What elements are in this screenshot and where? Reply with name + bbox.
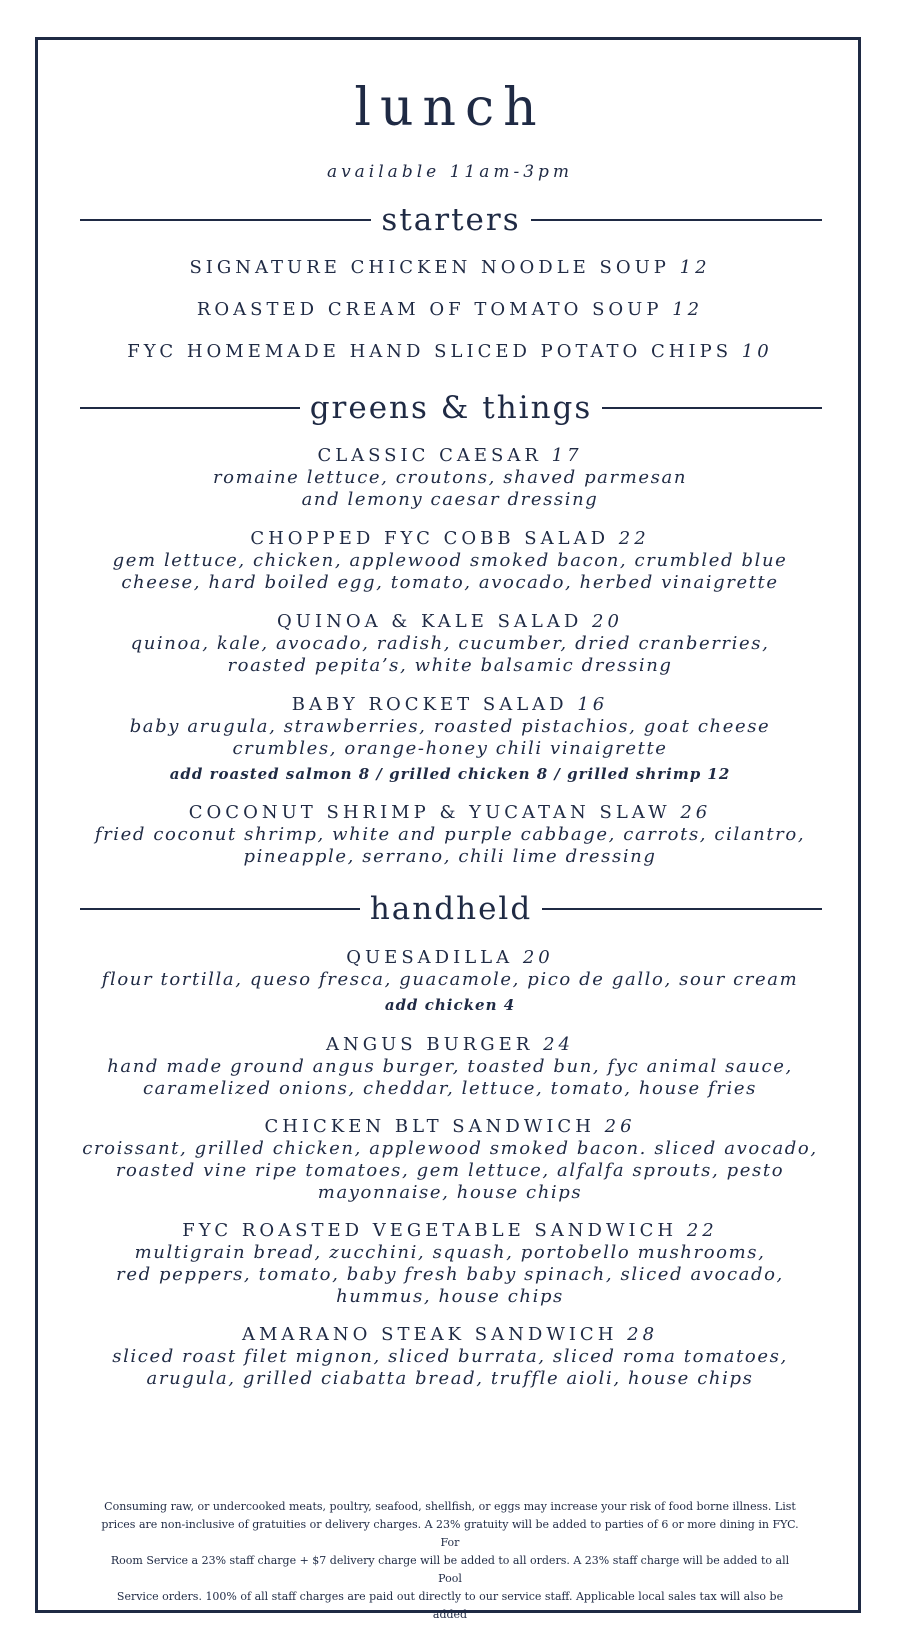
disclaimer-line: Consuming raw, or undercooked meats, poultry, seafood, shellfish, or eggs may increase your risk of food borne illness. List [104, 1500, 796, 1513]
availability-subtitle: available 11am-3pm [326, 162, 574, 182]
item-description: quinoa, kale, avocado, radish, cucumber, dried cranberries, [130, 633, 770, 654]
starter-item [0, 257, 900, 278]
item-name: COCONUT SHRIMP & YUCATAN SLAW [188, 802, 671, 823]
item-price: 16 [577, 694, 609, 715]
item-name: SIGNATURE CHICKEN NOODLE SOUP [189, 257, 670, 278]
divider [542, 908, 822, 910]
starter-item [0, 341, 900, 362]
disclaimer-line: Service orders. 100% of all staff charges are paid out directly to our service staff. Applicable local sales tax will also be added [116, 1590, 784, 1621]
item-description: red peppers, tomato, baby fresh baby spinach, sliced avocado, [116, 1264, 784, 1285]
menu-item [60, 1115, 840, 1204]
menu-item [60, 1033, 840, 1100]
section-title-greens: greens & things [309, 390, 593, 426]
menu-item [60, 610, 840, 677]
item-price: 17 [551, 445, 583, 466]
item-name: ROASTED CREAM OF TOMATO SOUP [196, 299, 663, 320]
menu-item [60, 527, 840, 594]
item-price: 28 [627, 1324, 659, 1345]
item-description: and lemony caesar dressing [301, 489, 599, 510]
menu-item [60, 444, 840, 511]
section-title-starters: starters [381, 202, 521, 238]
item-price: 22 [686, 1220, 718, 1241]
divider [80, 407, 300, 409]
disclaimer-line: prices are non-inclusive of gratuities or delivery charges. A 23% gratuity will be added to parties of 6 or more dining in FYC. For [101, 1518, 799, 1549]
divider [80, 219, 371, 221]
item-description: baby arugula, strawberries, roasted pistachios, goat cheese [129, 716, 771, 737]
menu-item [60, 1219, 840, 1308]
item-price: 12 [672, 299, 704, 320]
item-description: hand made ground angus burger, toasted bun, fyc animal sauce, [107, 1056, 793, 1077]
menu-item [60, 801, 840, 868]
item-price: 26 [604, 1116, 636, 1137]
item-addon: add chicken 4 [384, 996, 516, 1014]
item-description: fried coconut shrimp, white and purple cabbage, carrots, cilantro, [94, 824, 806, 845]
item-price: 26 [680, 802, 712, 823]
item-price: 22 [618, 528, 650, 549]
item-name: AMARANO STEAK SANDWICH [241, 1324, 618, 1345]
item-price: 20 [592, 611, 623, 632]
divider [602, 407, 822, 409]
divider [531, 219, 822, 221]
item-name: FYC HOMEMADE HAND SLICED POTATO CHIPS [127, 341, 733, 362]
legal-disclaimer [100, 1498, 800, 1624]
item-price: 24 [543, 1034, 574, 1055]
item-name: CHOPPED FYC COBB SALAD [250, 528, 610, 549]
menu-item [60, 1323, 840, 1390]
item-price: 10 [741, 341, 773, 362]
item-price: 12 [679, 257, 711, 278]
item-name: BABY ROCKET SALAD [291, 694, 568, 715]
item-name: CHICKEN BLT SANDWICH [264, 1116, 595, 1137]
menu-item [60, 693, 840, 785]
item-description: gem lettuce, chicken, applewood smoked bacon, crumbled blue [112, 550, 788, 571]
item-description: hummus, house chips [336, 1286, 564, 1307]
item-description: croissant, grilled chicken, applewood smoked bacon. sliced avocado, [82, 1138, 818, 1159]
section-header-starters [80, 202, 822, 238]
disclaimer-line: Room Service a 23% staff charge + $7 delivery charge will be added to all orders. A 23% staff charge will be added to all Pool [110, 1554, 790, 1585]
item-addon: add roasted salmon 8 / grilled chicken 8 / grilled shrimp 12 [169, 765, 731, 783]
item-description: sliced roast filet mignon, sliced burrata, sliced roma tomatoes, [112, 1346, 788, 1367]
item-name: QUINOA & KALE SALAD [277, 611, 583, 632]
item-description: flour tortilla, queso fresca, guacamole, pico de gallo, sour cream [101, 969, 799, 990]
item-name: QUESADILLA [346, 947, 514, 968]
page-title: lunch [354, 78, 546, 138]
item-description: multigrain bread, zucchini, squash, portobello mushrooms, [134, 1242, 766, 1263]
item-description: romaine lettuce, croutons, shaved parmesan [212, 467, 688, 488]
section-title-handheld: handheld [369, 891, 533, 927]
item-name: CLASSIC CAESAR [317, 445, 542, 466]
divider [80, 908, 360, 910]
starter-item [0, 299, 900, 320]
item-description: roasted pepita’s, white balsamic dressing [227, 655, 673, 676]
item-description: roasted vine ripe tomatoes, gem lettuce, alfalfa sprouts, pesto [115, 1160, 785, 1181]
item-description: mayonnaise, house chips [317, 1182, 583, 1203]
item-name: FYC ROASTED VEGETABLE SANDWICH [182, 1220, 678, 1241]
item-description: crumbles, orange-honey chili vinaigrette [232, 738, 668, 759]
item-description: arugula, grilled ciabatta bread, truffle aioli, house chips [146, 1368, 754, 1389]
section-header-handheld [80, 891, 822, 927]
item-name: ANGUS BURGER [325, 1034, 534, 1055]
item-description: caramelized onions, cheddar, lettuce, tomato, house fries [142, 1078, 757, 1099]
section-header-greens [80, 390, 822, 426]
item-description: pineapple, serrano, chili lime dressing [243, 846, 657, 867]
menu-item [60, 946, 840, 1016]
item-price: 20 [522, 947, 554, 968]
item-description: cheese, hard boiled egg, tomato, avocado, herbed vinaigrette [121, 572, 779, 593]
